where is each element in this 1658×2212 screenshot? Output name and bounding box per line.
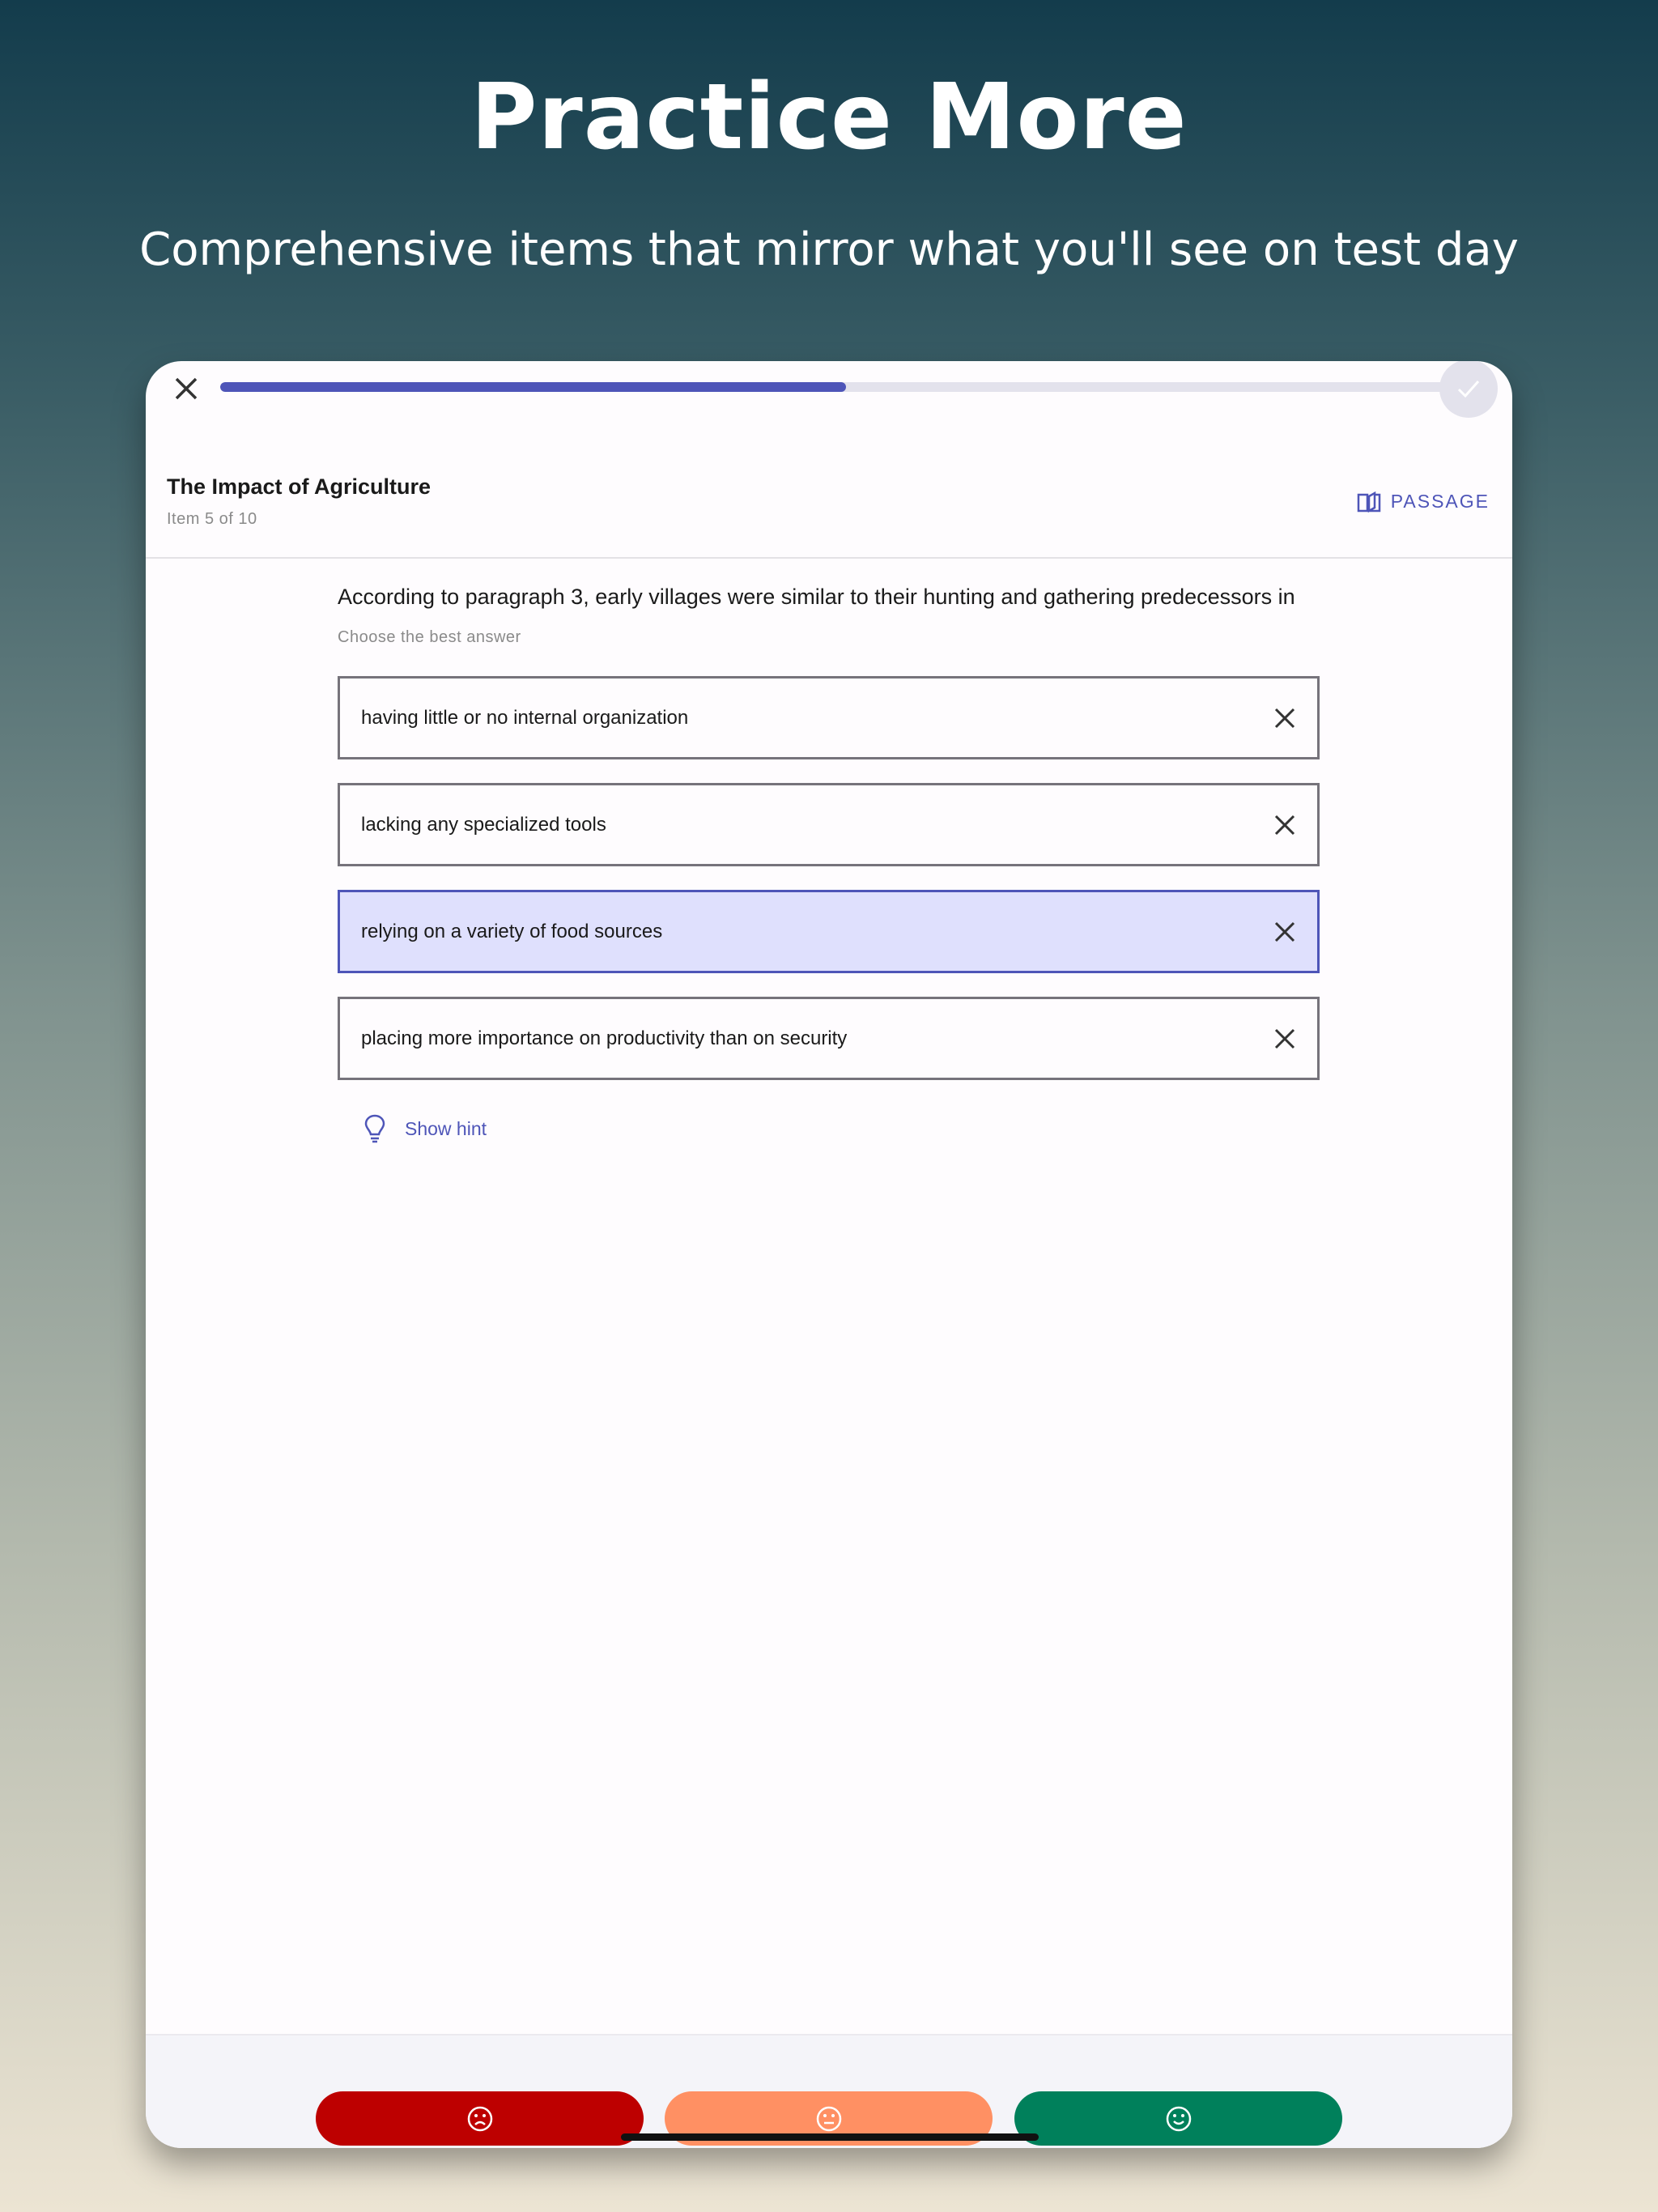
book-icon — [1357, 491, 1381, 513]
item-counter: Item 5 of 10 — [167, 510, 257, 528]
passage-button[interactable] — [1357, 491, 1490, 513]
passage-label: PASSAGE — [1390, 491, 1490, 512]
progress-bar — [220, 382, 1471, 392]
answer-option[interactable] — [338, 997, 1320, 1080]
eliminate-x-icon[interactable] — [1273, 1027, 1296, 1050]
show-hint-button[interactable] — [364, 1114, 487, 1143]
answer-option[interactable] — [338, 890, 1320, 973]
happy-face-icon — [1165, 2105, 1192, 2133]
rate-easy-button[interactable] — [1014, 2091, 1342, 2146]
home-indicator — [621, 2133, 1039, 2141]
instruction-text: Choose the best answer — [338, 628, 521, 646]
hero-title: Practice More — [470, 65, 1188, 170]
close-icon — [170, 372, 202, 405]
app-screen — [146, 361, 1512, 2148]
rate-hard-button[interactable] — [316, 2091, 644, 2146]
eliminate-x-icon[interactable] — [1273, 921, 1296, 943]
neutral-face-icon — [815, 2105, 843, 2133]
sad-face-icon — [466, 2105, 494, 2133]
finish-button[interactable] — [1439, 361, 1498, 418]
show-hint-label: Show hint — [405, 1117, 487, 1139]
answer-label: lacking any specialized tools — [361, 813, 606, 836]
answer-option[interactable] — [338, 783, 1320, 866]
answer-label: relying on a variety of food sources — [361, 920, 663, 942]
divider — [146, 557, 1512, 559]
answer-option[interactable] — [338, 676, 1320, 759]
eliminate-x-icon[interactable] — [1273, 814, 1296, 836]
progress-fill — [220, 382, 846, 392]
answer-label: placing more importance on productivity than on security — [361, 1027, 848, 1049]
answer-label: having little or no internal organization — [361, 706, 689, 729]
close-button[interactable] — [170, 372, 202, 405]
check-icon — [1454, 374, 1483, 403]
passage-title: The Impact of Agriculture — [167, 474, 432, 499]
eliminate-x-icon[interactable] — [1273, 707, 1296, 730]
hero-subtitle: Comprehensive items that mirror what you'll see on test day — [139, 223, 1519, 276]
lightbulb-icon — [364, 1114, 385, 1143]
question-text: According to paragraph 3, early villages were similar to their hunting and gathering predecessors in — [338, 585, 1295, 609]
